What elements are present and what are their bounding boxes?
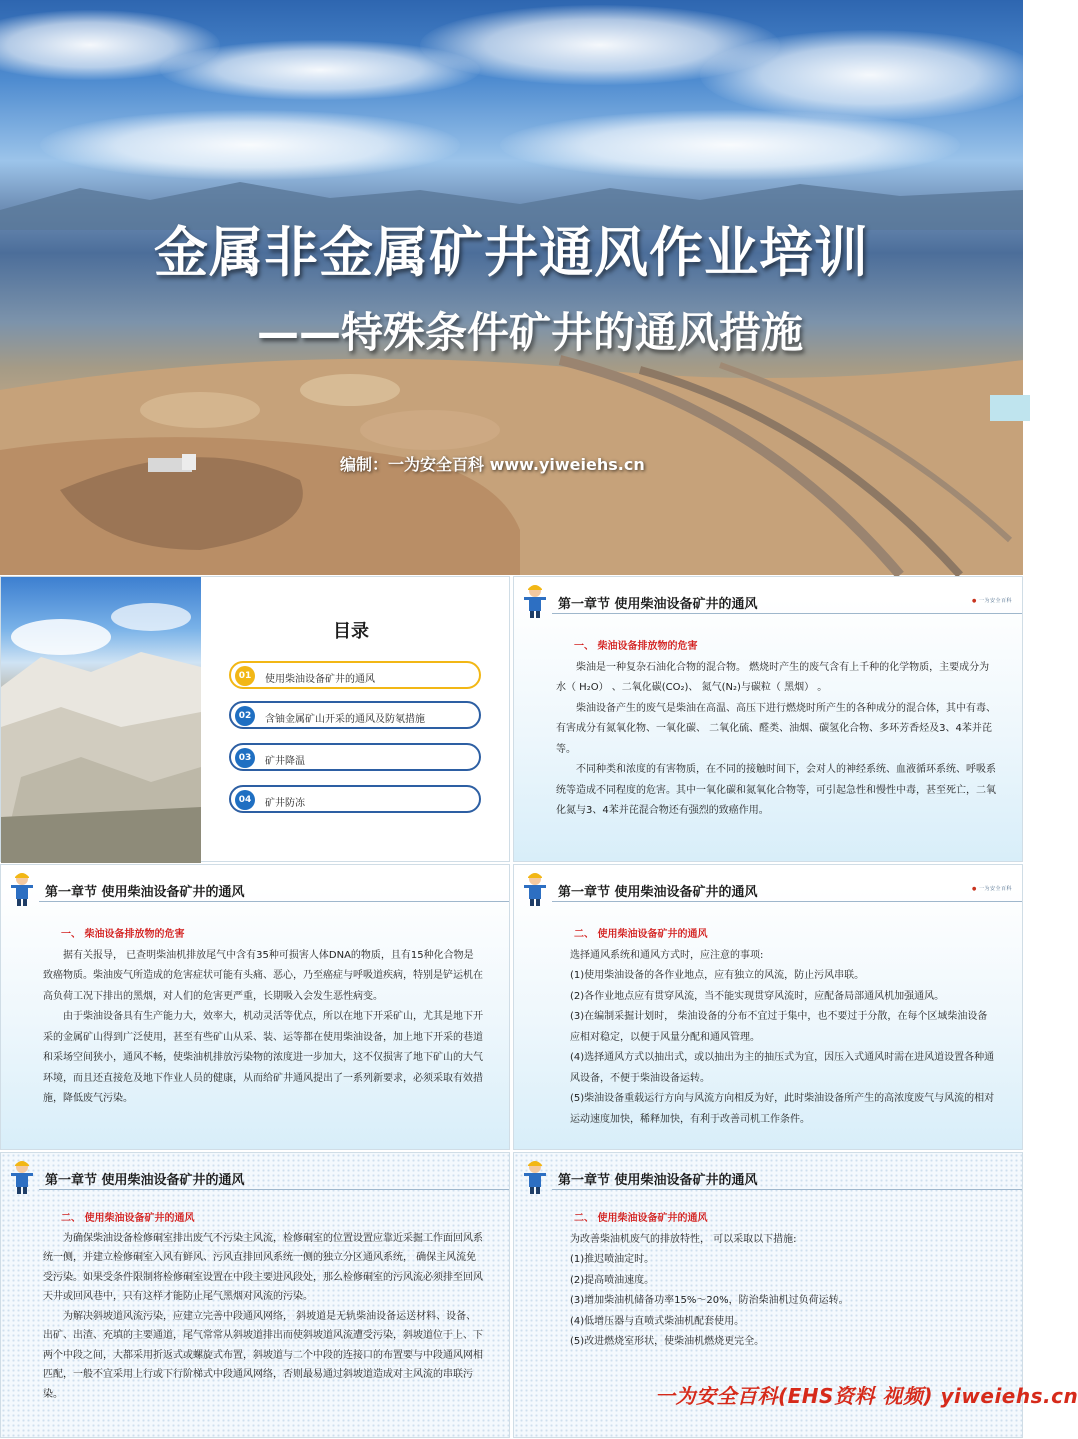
- toc-item-02[interactable]: [229, 701, 481, 729]
- toc-item-number: 03: [235, 748, 255, 768]
- slide-title: 第一章节 使用柴油设备矿井的通风: [558, 597, 758, 612]
- list-line: (2)提高喷油速度。: [570, 1274, 655, 1286]
- list-line: (1)使用柴油设备的各作业地点，应有独立的风流，防止污风串联。: [570, 970, 865, 981]
- toc-item-04[interactable]: [229, 785, 481, 813]
- brand-logo: ● 一为安全百科: [972, 598, 1012, 604]
- brand-logo: ● 一为安全百科: [972, 886, 1012, 892]
- mascot-icon: [522, 583, 548, 619]
- slide-title: 第一章节 使用柴油设备矿井的通风: [45, 1173, 245, 1188]
- mascot-icon: [9, 871, 35, 907]
- list-line: 选择通风系统和通风方式时，应注意的事项:: [570, 949, 764, 961]
- marble-quarry-photo: [1, 577, 201, 863]
- paragraph: 为解决斜坡道风流污染，应建立完善中段通风网络， 斜坡道是无轨柴油设备运送材料、设备、出矿、出渣、充填的主要通道，尾气常常从斜坡道排出而使斜坡道风流遭受污染，斜坡道位于上、下两个中段之间，大都采用折返式或螺旋式布置，斜坡道与二个中段的连接口的布置要与中段通风网相匹配，一般不宜采用上行或下行阶梯式中段通风网络，否则最易通过斜坡道造成对主风流的串联污染。: [43, 1310, 483, 1400]
- header-divider: [552, 901, 1022, 902]
- list-line: (1)推迟喷油定时。: [570, 1254, 655, 1265]
- header-divider: [552, 1189, 1022, 1190]
- slide-title: 第一章节 使用柴油设备矿井的通风: [45, 885, 245, 900]
- mascot-icon: [522, 1159, 548, 1195]
- toc-title: 目录: [333, 621, 369, 642]
- section-heading: 一、 柴油设备排放物的危害: [61, 929, 185, 940]
- slide-body: [556, 1209, 996, 1353]
- list-line: (4)选择通风方式以抽出式，或以抽出为主的抽压式为宜，因压入式通风时需在进风道设置各种通风设备，不便于柴油设备运转。: [570, 1052, 995, 1084]
- paragraph: 为确保柴油设备检修硐室排出废气不污染主风流，检修硐室的位置设置应靠近采掘工作面回风系统一侧，并建立检修硐室入风有鲜风、污风直排回风系统一侧的独立分区通风系统， 确保主风流免受污染。如果受条件限制将检修硐室设置在中段主要进风段处，那么检修硐室的污风流必须排至回风天井或回风巷中，只有这样才能防止尾气黑烟对风流的污染。: [43, 1232, 483, 1302]
- toc-item-label: 含铀金属矿山开采的通风及防氡措施: [265, 714, 425, 725]
- list-line: (5)改进燃烧室形状，使柴油机燃烧更完全。: [570, 1336, 765, 1347]
- list-line: (3)在编制采掘计划时， 柴油设备的分布不宜过于集中，也不要过于分散，在每个区域柴油设备应相对稳定，以便于风量分配和通风管理。: [570, 1011, 988, 1043]
- list-line: (2)各作业地点应有贯穿风流，当不能实现贯穿风流时，应配备局部通风机加强通风。: [570, 990, 945, 1002]
- paragraph: 由于柴油设备具有生产能力大，效率大，机动灵活等优点，所以在地下开采矿山，尤其是地下开采的金属矿山得到广泛使用，甚至有些矿山从采、装、运等都在使用柴油设备，加上地下开采的巷道和采场空间狭小，通风不畅，使柴油机排放污染物的浓度进一步加大，这不仅损害了地下矿山的大气环境，而且还直接危及地下作业人员的健康，从而给矿井通风提出了一系列新要求，必须采取有效措施，降低废气污染。: [43, 1011, 483, 1104]
- toc-item-03[interactable]: [229, 743, 481, 771]
- cover-slide: [0, 0, 1023, 575]
- paragraph: 柴油设备产生的废气是柴油在高温、高压下进行燃烧时所产生的各种成分的混合体，其中有毒、有害成分有氮氧化物、一氧化碳、 二氧化硫、醛类、油烟、碳氢化合物、多环芳香烃及3、4苯并芘等。: [556, 702, 996, 755]
- list-line: (4)低增压器与直喷式柴油机配套使用。: [570, 1315, 745, 1327]
- header-divider: [39, 1189, 509, 1190]
- header-divider: [39, 901, 509, 902]
- toc-item-label: 矿井降温: [265, 756, 305, 767]
- site-watermark: 一为安全百科(EHS资料 视频) yiweiehs.cn: [655, 1384, 1078, 1408]
- slide-header: [514, 577, 1024, 621]
- content-slide-hazards-2: [0, 864, 510, 1150]
- content-slide-ventilation-2: [0, 1152, 510, 1438]
- list-line: (3)增加柴油机储备功率15%～20%，防治柴油机过负荷运转。: [570, 1295, 849, 1306]
- section-heading: 二、 使用柴油设备矿井的通风: [574, 929, 708, 940]
- paragraph: 柴油是一种复杂石油化合物的混合物。 燃烧时产生的废气含有上千种的化学物质，主要成分为水（ H₂O） 、二氧化碳(CO₂)、 氮气(N₂)与碳粒（ 黑烟） 。: [556, 661, 990, 693]
- slide-header: [1, 865, 511, 909]
- slide-body: [43, 1209, 483, 1404]
- toc-item-label: 使用柴油设备矿井的通风: [265, 674, 375, 685]
- toc-item-number: 01: [235, 666, 255, 686]
- slide-header: [514, 865, 1024, 909]
- content-slide-ventilation-1: [513, 864, 1023, 1150]
- cover-title: 金属非金属矿井通风作业培训: [154, 221, 869, 284]
- slide-title: 第一章节 使用柴油设备矿井的通风: [558, 1173, 758, 1188]
- slide-body: [43, 925, 483, 1110]
- toc-item-01[interactable]: [229, 661, 481, 689]
- section-heading: 二、 使用柴油设备矿井的通风: [574, 1213, 708, 1224]
- toc-item-label: 矿井防冻: [265, 798, 305, 809]
- header-divider: [552, 613, 1022, 614]
- paragraph: 不同种类和浓度的有害物质，在不同的接触时间下，会对人的神经系统、血液循环系统、呼吸系统等造成不同程度的危害。其中一氧化碳和氮氧化合物等，可引起急性和慢性中毒，甚至死亡，二氧化氮与3、4苯并芘混合物还有强烈的致癌作用。: [556, 764, 996, 816]
- toc-item-number: 04: [235, 790, 255, 810]
- slide-header: [514, 1153, 1024, 1197]
- cover-editor-credit: 编制：一为安全百科 www.yiweiehs.cn: [340, 455, 645, 474]
- cover-subtitle: ——特殊条件矿井的通风措施: [256, 308, 803, 357]
- slide-header: [1, 1153, 511, 1197]
- toc-slide: [0, 576, 510, 862]
- mascot-icon: [522, 871, 548, 907]
- list-line: (5)柴油设备重载运行方向与风流方向相反为好，此时柴油设备所产生的高浓度废气与风流的相对运动速度加快，稀释加快，有利于改善司机工作条件。: [570, 1093, 995, 1125]
- slide-body: [556, 925, 996, 1130]
- list-line: 为改善柴油机废气的排放特性， 可以采取以下措施:: [570, 1233, 797, 1245]
- toc-item-number: 02: [235, 706, 255, 726]
- content-slide-hazards-1: [513, 576, 1023, 862]
- section-heading: 一、 柴油设备排放物的危害: [574, 641, 698, 652]
- slide-body: [556, 637, 996, 822]
- section-heading: 二、 使用柴油设备矿井的通风: [61, 1213, 195, 1224]
- mascot-icon: [9, 1159, 35, 1195]
- cloud-shape: [700, 30, 1040, 120]
- paragraph: 据有关报导， 已查明柴油机排放尾气中含有35种可损害人体DNA的物质，且有15种化合物是致癌物质。柴油废气所造成的危害症状可能有头痛、恶心，乃至癌症与呼吸道疾病，特别是铲运机在高负荷工况下排出的黑烟，对人们的危害更严重，长期吸入会发生恶性病变。: [43, 949, 483, 1002]
- slide-title: 第一章节 使用柴油设备矿井的通风: [558, 885, 758, 900]
